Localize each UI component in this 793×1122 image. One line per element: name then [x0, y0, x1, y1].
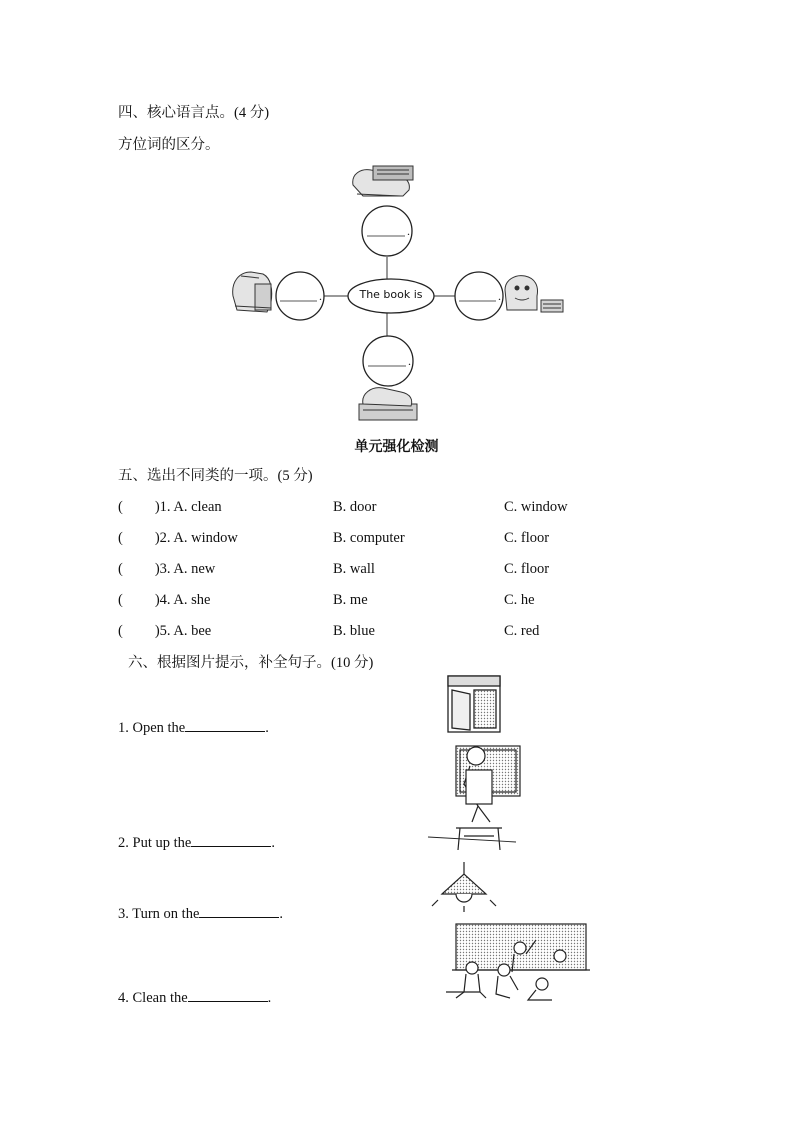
option-a: )5. A. bee [154, 623, 212, 639]
option-b: B. door [333, 499, 377, 515]
section4-subheading: 方位词的区分。 [118, 137, 220, 153]
answer-paren[interactable]: ( [118, 530, 123, 546]
diagram-center-label: The book is [359, 288, 423, 301]
section4-heading: 四、核心语言点。(4 分) [118, 105, 270, 121]
bag-book-under-icon [359, 388, 417, 420]
answer-paren[interactable]: ( [118, 623, 123, 639]
diagram-top-dot: . [407, 224, 410, 238]
diagram-left-dot: . [319, 289, 322, 303]
question-row [118, 560, 215, 578]
answer-paren[interactable]: ( [118, 592, 123, 608]
option-b: B. me [333, 592, 368, 608]
answer-paren[interactable]: ( [118, 499, 123, 515]
option-a: )2. A. window [154, 530, 238, 546]
answer-blank[interactable] [188, 988, 268, 1002]
question-row [118, 529, 238, 547]
answer-blank[interactable] [199, 904, 279, 918]
section5-heading: 五、选出不同类的一项。(5 分) [118, 468, 313, 484]
answer-blank[interactable] [185, 718, 265, 732]
question-row [118, 622, 211, 640]
diagram-right-dot: . [498, 289, 501, 303]
option-a: )4. A. she [154, 592, 211, 608]
bag-book-beside-icon [505, 276, 563, 312]
sentence-item: 2. Put up the . [118, 835, 275, 851]
option-c: C. floor [504, 530, 550, 546]
poster-icon [428, 746, 520, 850]
bag-book-behind-icon [233, 272, 272, 312]
answer-paren[interactable]: ( [118, 561, 123, 577]
question-row [118, 498, 222, 516]
diagram-bottom-dot: . [408, 354, 411, 368]
option-c: C. red [504, 623, 540, 639]
unit-title: 单元强化检测 [354, 439, 439, 455]
bag-book-on-icon [353, 166, 413, 196]
option-b: B. wall [333, 561, 375, 577]
option-c: C. floor [504, 561, 550, 577]
sentence-item: 1. Open the . [118, 720, 269, 736]
answer-blank[interactable] [191, 833, 271, 847]
sentence-item: 4. Clean the . [118, 990, 272, 1006]
option-c: C. he [504, 592, 535, 608]
sentence-item: 3. Turn on the . [118, 906, 284, 922]
option-a: )3. A. new [154, 561, 216, 577]
option-b: B. blue [333, 623, 375, 639]
option-c: C. window [504, 499, 568, 515]
blackboard-icon [446, 924, 590, 1000]
window-icon [448, 676, 500, 732]
lamp-icon [432, 862, 496, 912]
position-diagram [225, 160, 570, 425]
option-a: )1. A. clean [154, 499, 222, 515]
question-row [118, 591, 210, 609]
option-b: B. computer [333, 530, 405, 546]
section6-heading: 六、根据图片提示，补全句子。(10 分) [128, 655, 374, 671]
picture-clues [420, 672, 600, 1012]
